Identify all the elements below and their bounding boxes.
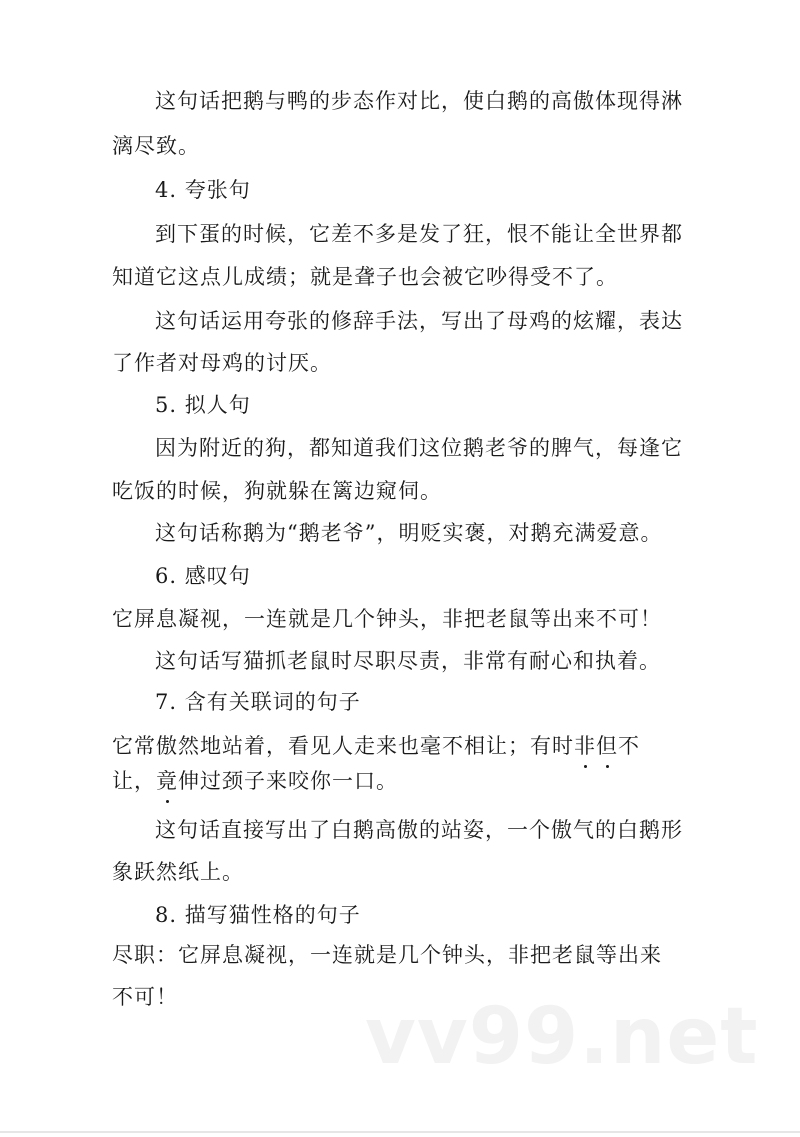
section-heading: 6. 感叹句 xyxy=(155,564,251,588)
section-heading: 5. 拟人句 xyxy=(155,393,251,417)
page-bottom-rule xyxy=(0,1131,800,1133)
body-line: 这句话运用夸张的修辞手法，写出了母鸡的炫耀，表达 xyxy=(155,309,683,333)
body-line-with-emphasis xyxy=(112,731,640,761)
line-text: 让， xyxy=(112,769,156,793)
section-heading: 8. 描写猫性格的句子 xyxy=(155,903,361,927)
body-line: 这句话直接写出了白鹅高傲的站姿，一个傲气的白鹅形 xyxy=(155,818,683,842)
emphasis-dot-char: 竟 xyxy=(156,766,178,796)
body-line-with-emphasis xyxy=(112,766,398,796)
section-heading: 7. 含有关联词的句子 xyxy=(155,690,361,714)
body-line: 这句话称鹅为“鹅老爷”，明贬实褒，对鹅充满爱意。 xyxy=(155,521,663,545)
body-line: 了作者对母鸡的讨厌。 xyxy=(112,351,332,375)
body-line: 这句话写猫抓老鼠时尽职尽责，非常有耐心和执着。 xyxy=(155,649,661,673)
line-text: 它常傲然地站着，看见人走来也毫不相让；有时 xyxy=(112,734,574,758)
line-text: 不 xyxy=(618,734,640,758)
section-heading: 4. 夸张句 xyxy=(155,178,251,202)
body-line: 象跃然纸上。 xyxy=(112,860,244,884)
body-line: 不可！ xyxy=(112,985,178,1009)
watermark: vv99.net xyxy=(365,992,759,1082)
line-text: 伸过颈子来咬你一口。 xyxy=(178,769,398,793)
body-line: 这句话把鹅与鸭的步态作对比，使白鹅的高傲体现得淋 xyxy=(155,89,683,113)
body-line: 尽职：它屏息凝视，一连就是几个钟头，非把老鼠等出来 xyxy=(112,943,662,967)
body-line: 吃饭的时候，狗就躲在篱边窥伺。 xyxy=(112,479,442,503)
body-line: 到下蛋的时候，它差不多是发了狂，恨不能让全世界都 xyxy=(155,222,683,246)
body-line: 它屏息凝视，一连就是几个钟头，非把老鼠等出来不可！ xyxy=(112,607,662,631)
body-line: 漓尽致。 xyxy=(112,134,200,158)
body-line: 因为附近的狗，都知道我们这位鹅老爷的脾气，每逢它 xyxy=(155,436,683,460)
emphasis-dot-char: 但 xyxy=(596,731,618,761)
body-line: 知道它这点儿成绩；就是聋子也会被它吵得受不了。 xyxy=(112,265,618,289)
emphasis-dot-char: 非 xyxy=(574,731,596,761)
